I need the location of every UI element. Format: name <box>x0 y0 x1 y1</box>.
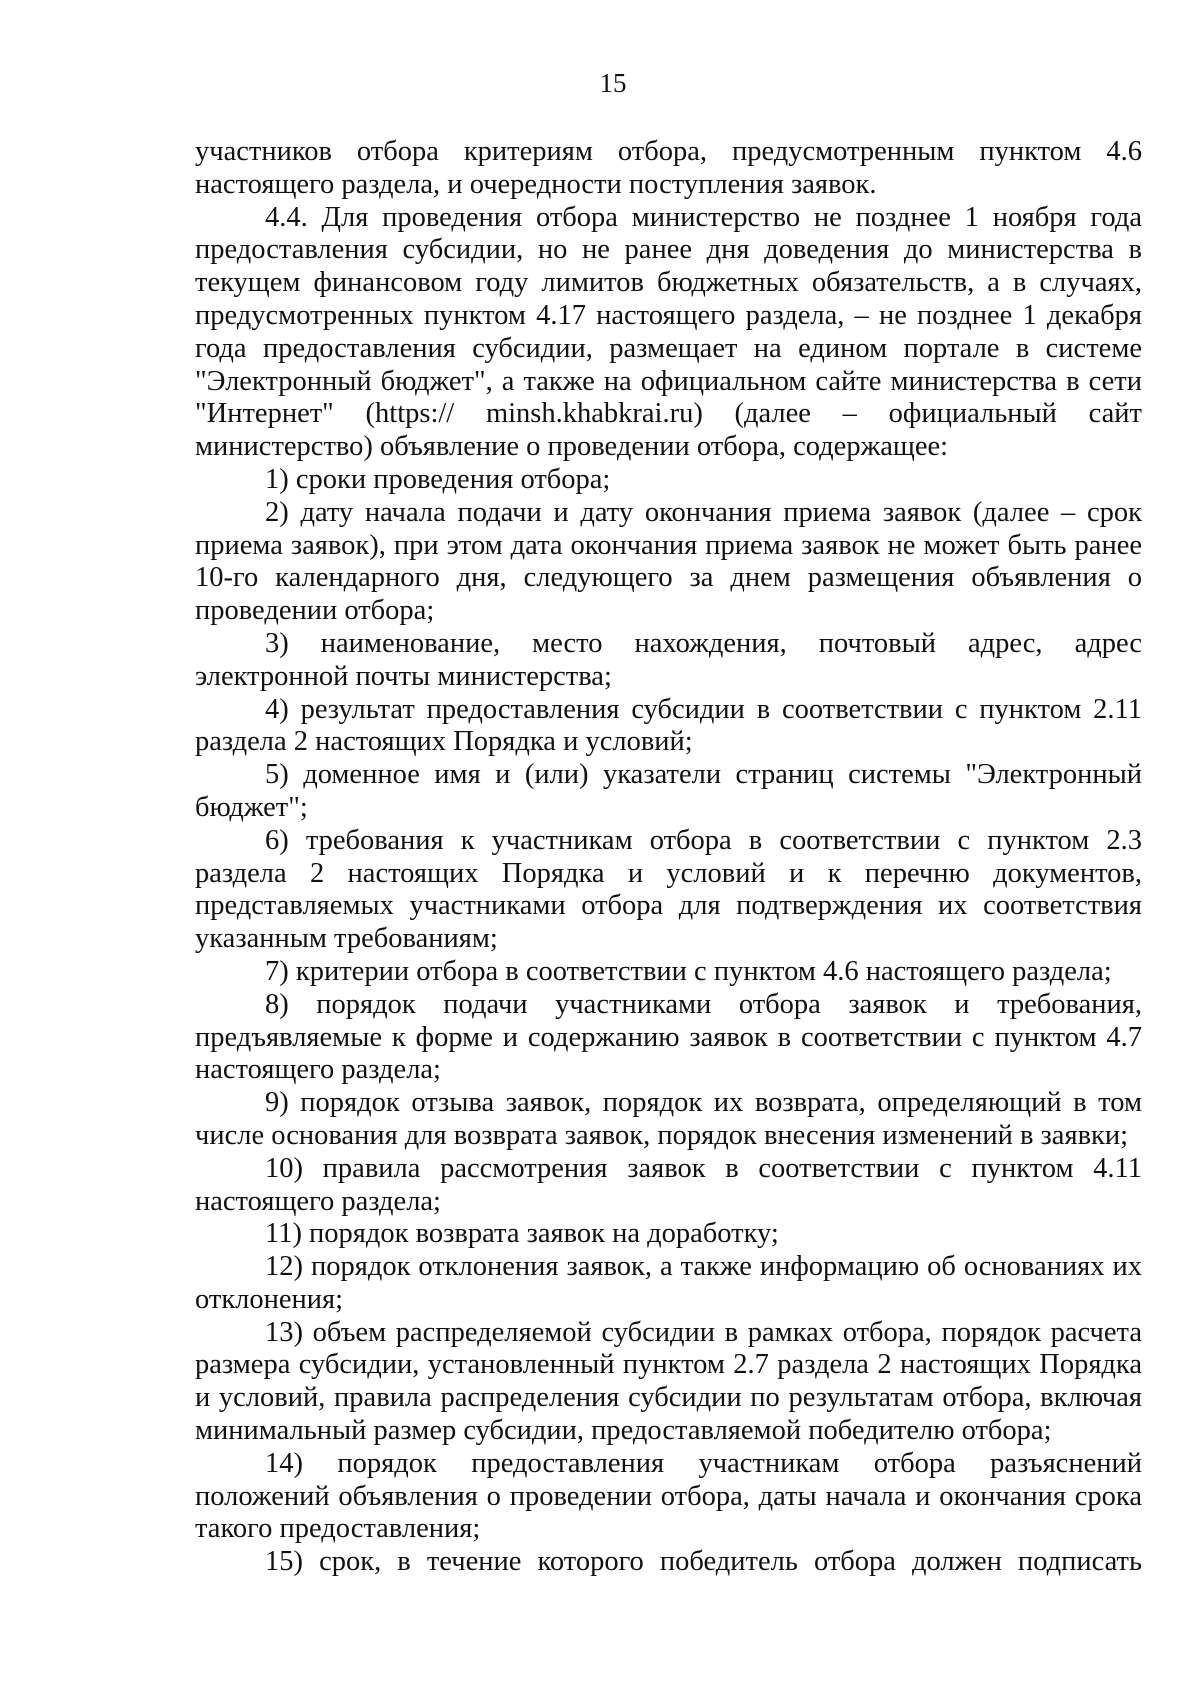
list-item-10: 10) правила рассмотрения заявок в соответствии с пунктом 4.11 настоящего раздела; <box>195 1152 1142 1217</box>
page-number: 15 <box>599 68 627 98</box>
list-item-9: 9) порядок отзыва заявок, порядок их возврата, определяющий в том числе основания для возврата заявок, порядок внесения изменений в заявки; <box>195 1087 1142 1151</box>
document-body <box>195 136 1142 1579</box>
list-item-5: 5) доменное имя и (или) указатели страниц системы "Электронный бюджет"; <box>195 759 1142 823</box>
list-item-15: 15) срок, в течение которого победитель отбора должен подписать <box>265 1546 1142 1578</box>
list-item-6: 6) требования к участникам отбора в соответствии с пунктом 2.3 раздела 2 настоящих Порядка и условий и к перечню документов, представляемых участниками отбора для подтверждения их соответствия указанным требованиям; <box>195 824 1142 955</box>
list-item-3: 3) наименование, место нахождения, почтовый адрес, адрес электронной почты министерства; <box>195 627 1142 692</box>
list-item-13: 13) объем распределяемой субсидии в рамках отбора, порядок расчета размера субсидии, установленный пунктом 2.7 раздела 2 настоящих Порядка и условий, правила распределения субсидии по результатам отбора, включая минимальный размер субсидии, предоставляемой победителю отбора; <box>195 1316 1142 1447</box>
list-item-1: 1) сроки проведения отбора; <box>265 463 611 495</box>
list-item-2: 2) дату начала подачи и дату окончания приема заявок (далее – срок приема заявок), при этом дата окончания приема заявок не может быть ранее 10-го календарного дня, следующего за днем размещения объявления о проведении отбора; <box>195 496 1142 627</box>
list-item-14: 14) порядок предоставления участникам отбора разъяснений положений объявления о проведении отбора, даты начала и окончания срока такого предоставления; <box>195 1447 1142 1545</box>
list-item-12: 12) порядок отклонения заявок, а также информацию об основаниях их отклонения; <box>195 1251 1142 1315</box>
paragraph-continuation: участников отбора критериям отбора, предусмотренным пунктом 4.6 настоящего раздела, и очередности поступления заявок. <box>195 136 1142 200</box>
list-item-11: 11) порядок возврата заявок на доработку; <box>265 1218 779 1250</box>
list-item-4: 4) результат предоставления субсидии в соответствии с пунктом 2.11 раздела 2 настоящих Порядка и условий; <box>195 693 1142 758</box>
list-item-8: 8) порядок подачи участниками отбора заявок и требования, предъявляемые к форме и содержанию заявок в соответствии с пунктом 4.7 настоящего раздела; <box>195 988 1142 1086</box>
paragraph-4-4: 4.4. Для проведения отбора министерство не позднее 1 ноября года предоставления субсидии, но не ранее дня доведения до министерства в текущем финансовом году лимитов бюджетных обязательств, а в случаях, предусмотренных пунктом 4.17 настоящего раздела, – не позднее 1 декабря года предоставления субсидии, размещает на едином портале в системе "Электронный бюджет", а также на официальном сайте министерства в сети "Интернет" (https:// minsh.khabkrai.ru) (далее – официальный сайт министерство) объявление о проведении отбора, содержащее: <box>195 201 1142 463</box>
list-item-7: 7) критерии отбора в соответствии с пунктом 4.6 настоящего раздела; <box>265 955 1112 987</box>
